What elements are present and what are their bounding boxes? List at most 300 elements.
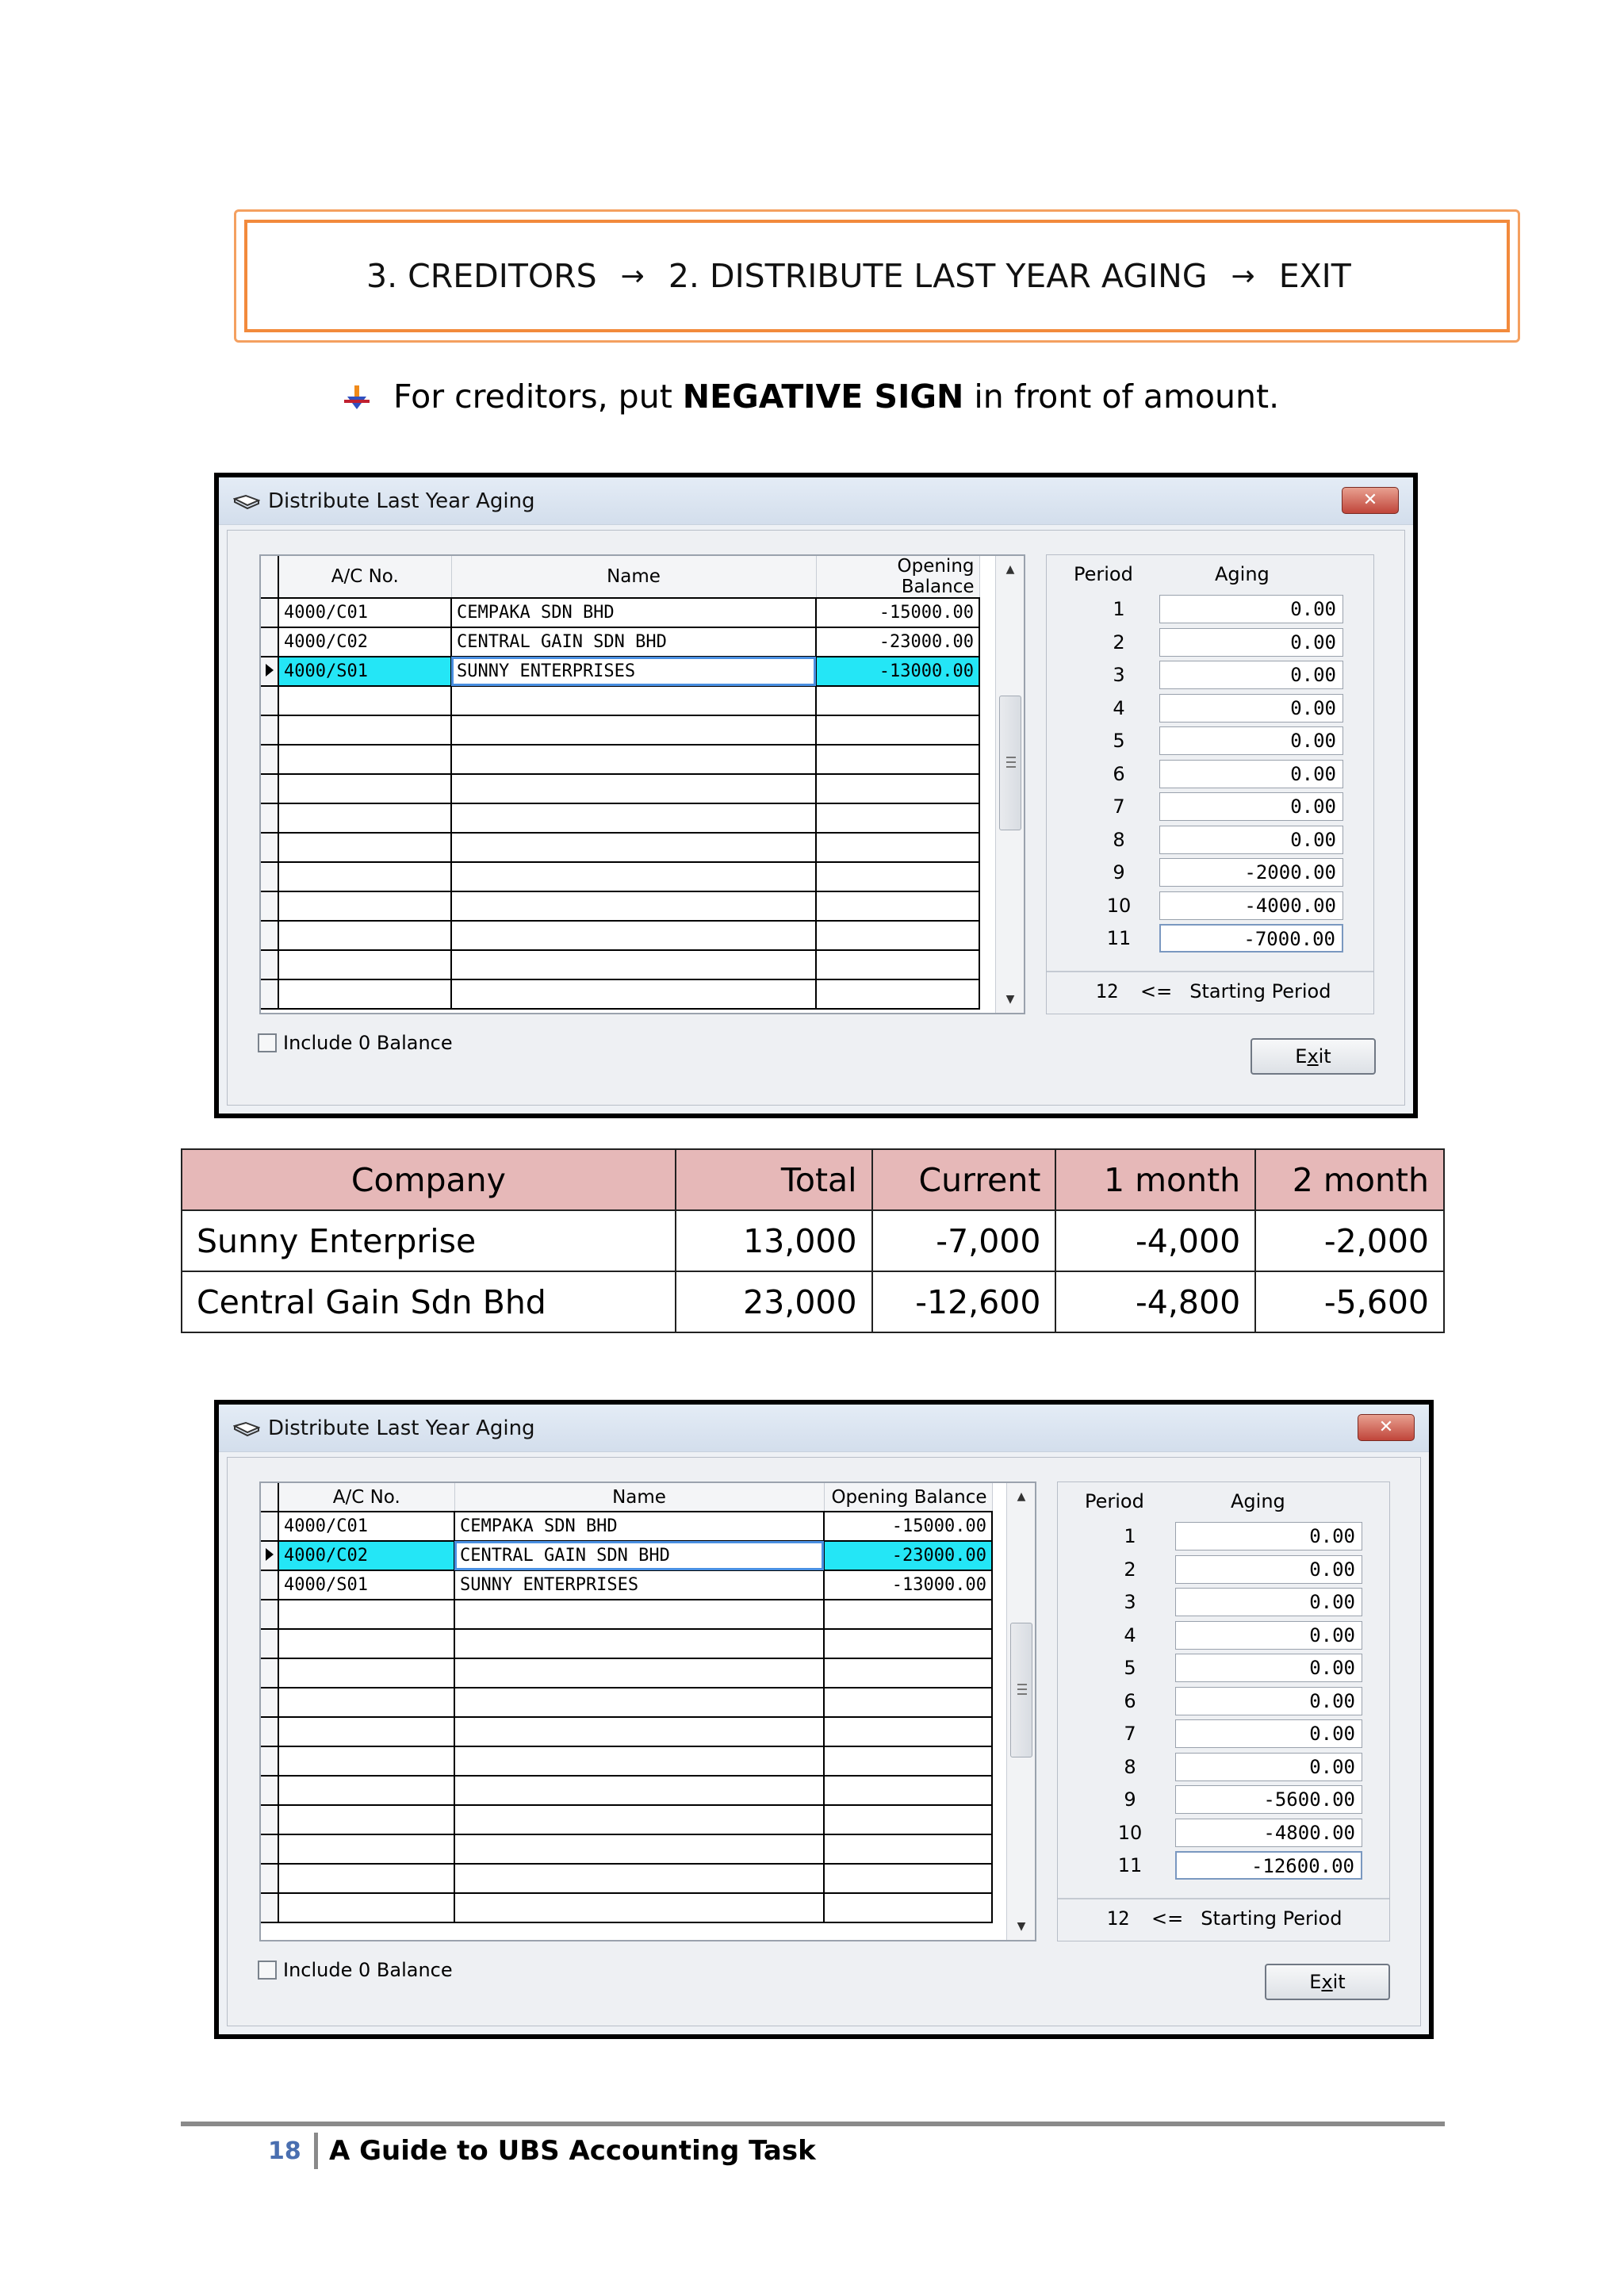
ac-cell[interactable] <box>278 774 451 803</box>
period-number: 10 <box>1106 894 1132 917</box>
dialog-titlebar <box>219 477 1413 525</box>
arrow-icon: → <box>1231 259 1255 293</box>
aging-value-input[interactable]: -7000.00 <box>1159 924 1343 953</box>
ac-cell[interactable] <box>278 862 451 891</box>
balance-cell[interactable] <box>824 1834 992 1864</box>
aging-value-input[interactable]: 0.00 <box>1175 1588 1362 1616</box>
aging-row <box>1047 760 1373 790</box>
name-cell[interactable] <box>451 862 816 891</box>
menu-path <box>244 220 1510 332</box>
balance-cell[interactable] <box>816 862 979 891</box>
aging-separator <box>1058 1898 1389 1899</box>
balance-cell[interactable] <box>824 1629 992 1658</box>
name-cell[interactable] <box>451 803 816 833</box>
row-indicator[interactable] <box>261 598 278 627</box>
scroll-thumb[interactable] <box>999 696 1021 830</box>
page-number: 18 <box>268 2137 301 2165</box>
name-cell[interactable]: SUNNY ENTERPRISES <box>454 1570 824 1600</box>
col-name-header[interactable]: Name <box>454 1483 824 1512</box>
row-indicator[interactable] <box>261 1893 278 1922</box>
period-number: 8 <box>1113 828 1125 851</box>
summary-row <box>182 1210 1444 1271</box>
aging-row <box>1047 924 1373 954</box>
starting-period-label: Starting Period <box>1201 1907 1342 1930</box>
ac-cell[interactable] <box>278 1746 454 1776</box>
name-cell[interactable] <box>454 1893 824 1922</box>
name-cell[interactable]: CEMPAKA SDN BHD <box>451 598 816 627</box>
balance-cell[interactable] <box>816 774 979 803</box>
ac-cell[interactable]: 4000/S01 <box>278 1570 454 1600</box>
name-cell[interactable] <box>451 891 816 921</box>
aging-row <box>1058 1819 1389 1849</box>
empty-row[interactable] <box>261 715 979 745</box>
period-number: 6 <box>1113 762 1125 785</box>
period-number: 2 <box>1113 631 1125 654</box>
aging-value-input[interactable]: 0.00 <box>1159 694 1343 723</box>
row-indicator[interactable] <box>261 627 278 657</box>
ac-cell[interactable] <box>278 979 451 1009</box>
ac-cell[interactable] <box>278 833 451 862</box>
row-pointer-icon <box>266 664 274 677</box>
ac-cell[interactable] <box>278 921 451 950</box>
row-indicator[interactable] <box>261 1834 278 1864</box>
aging-row <box>1058 1555 1389 1585</box>
aging-value-input[interactable]: 0.00 <box>1159 760 1343 788</box>
note-line <box>343 378 1279 416</box>
empty-row[interactable] <box>261 921 979 950</box>
name-cell[interactable] <box>451 715 816 745</box>
book-icon <box>233 1420 260 1437</box>
exit-label-it: it <box>1332 1971 1346 1993</box>
include-zero-balance-label: Include 0 Balance <box>283 1959 453 1981</box>
ac-cell[interactable] <box>278 686 451 715</box>
row-indicator[interactable] <box>261 1746 278 1776</box>
ac-cell[interactable] <box>278 1629 454 1658</box>
balance-cell[interactable]: -15000.00 <box>824 1512 992 1541</box>
scroll-down-icon[interactable]: ▼ <box>1005 993 1015 1006</box>
starting-period-label: Starting Period <box>1189 980 1331 1002</box>
table-row[interactable] <box>261 1512 992 1541</box>
period-number: 7 <box>1124 1723 1136 1745</box>
name-cell[interactable] <box>454 1600 824 1629</box>
period-number: 7 <box>1113 795 1125 818</box>
balance-cell[interactable] <box>824 1746 992 1776</box>
balance-cell[interactable] <box>824 1776 992 1805</box>
aging-summary-table <box>181 1148 1445 1333</box>
balance-cell[interactable] <box>824 1717 992 1746</box>
ac-cell[interactable]: 4000/C01 <box>278 598 451 627</box>
ac-cell[interactable] <box>278 891 451 921</box>
balance-cell[interactable] <box>824 1688 992 1717</box>
aging-value-input[interactable]: 0.00 <box>1159 792 1343 821</box>
summary-value: -12,600 <box>872 1271 1056 1332</box>
period-number: 5 <box>1113 730 1125 752</box>
row-indicator[interactable] <box>261 950 278 979</box>
ac-cell[interactable] <box>278 1805 454 1834</box>
aging-row <box>1058 1851 1389 1881</box>
empty-row[interactable] <box>261 1864 992 1893</box>
row-indicator[interactable] <box>261 833 278 862</box>
include-zero-balance-checkbox[interactable] <box>258 1959 453 1981</box>
balance-cell[interactable] <box>816 891 979 921</box>
aging-value-input[interactable]: -5600.00 <box>1175 1785 1362 1814</box>
bullet-arrow-icon <box>343 382 371 411</box>
empty-row[interactable] <box>261 1776 992 1805</box>
col-ac-header[interactable]: A/C No. <box>278 1483 454 1512</box>
summary-value: -7,000 <box>872 1210 1056 1271</box>
ac-cell[interactable] <box>278 715 451 745</box>
row-indicator[interactable] <box>261 862 278 891</box>
aging-row <box>1047 891 1373 922</box>
period-number: 9 <box>1113 861 1125 884</box>
aging-value-input[interactable]: 0.00 <box>1159 726 1343 755</box>
row-indicator[interactable] <box>261 657 278 686</box>
summary-value: 23,000 <box>676 1271 872 1332</box>
aging-separator <box>1047 971 1373 972</box>
footer-rule <box>181 2122 1445 2126</box>
starting-period <box>1091 980 1331 1002</box>
balance-cell[interactable]: -23000.00 <box>816 627 979 657</box>
empty-row[interactable] <box>261 950 979 979</box>
summary-value: -2,000 <box>1255 1210 1444 1271</box>
period-number: 3 <box>1124 1591 1136 1613</box>
period-number: 11 <box>1117 1854 1143 1876</box>
accounts-grid <box>259 1481 1036 1941</box>
table-row[interactable] <box>261 1541 992 1570</box>
aging-panel <box>1057 1481 1390 1941</box>
balance-cell[interactable] <box>816 803 979 833</box>
dialog-title: Distribute Last Year Aging <box>268 1416 535 1440</box>
summary-header: Current <box>872 1149 1056 1210</box>
balance-cell[interactable] <box>816 686 979 715</box>
exit-button[interactable] <box>1265 1964 1390 2000</box>
aging-value-input[interactable]: 0.00 <box>1175 1522 1362 1550</box>
ac-cell[interactable]: 4000/C02 <box>278 1541 454 1570</box>
balance-cell[interactable]: -15000.00 <box>816 598 979 627</box>
row-indicator[interactable] <box>261 745 278 774</box>
balance-cell[interactable] <box>816 921 979 950</box>
ac-cell[interactable] <box>278 1688 454 1717</box>
ac-cell[interactable] <box>278 803 451 833</box>
note-prefix: For creditors, put <box>393 378 683 416</box>
period-header: Period <box>1074 563 1133 585</box>
summary-value: -4,800 <box>1055 1271 1255 1332</box>
aging-panel <box>1046 554 1374 1014</box>
period-number: 11 <box>1106 927 1132 949</box>
aging-value-input[interactable]: 0.00 <box>1175 1687 1362 1715</box>
balance-cell[interactable] <box>824 1600 992 1629</box>
name-cell[interactable] <box>454 1776 824 1805</box>
name-cell[interactable] <box>454 1717 824 1746</box>
name-cell[interactable] <box>451 979 816 1009</box>
ac-cell[interactable] <box>278 1776 454 1805</box>
aging-value-input[interactable]: 0.00 <box>1159 595 1343 623</box>
menu-path-box <box>234 209 1520 343</box>
name-cell[interactable] <box>451 833 816 862</box>
row-indicator[interactable] <box>261 1629 278 1658</box>
aging-header: Aging <box>1215 563 1270 585</box>
ac-cell[interactable] <box>278 1600 454 1629</box>
row-indicator[interactable] <box>261 1717 278 1746</box>
ac-cell[interactable]: 4000/C01 <box>278 1512 454 1541</box>
checkbox-box[interactable] <box>258 1961 277 1980</box>
distribute-aging-dialog-2 <box>214 1400 1434 2039</box>
aging-row <box>1058 1654 1389 1684</box>
ac-cell[interactable] <box>278 745 451 774</box>
row-indicator[interactable] <box>261 774 278 803</box>
starting-period-number: 12 <box>1095 980 1119 1002</box>
name-cell[interactable] <box>454 1658 824 1688</box>
empty-row[interactable] <box>261 1893 992 1922</box>
aging-row <box>1047 694 1373 724</box>
balance-cell[interactable] <box>816 715 979 745</box>
name-cell[interactable]: CENTRAL GAIN SDN BHD <box>451 627 816 657</box>
row-indicator[interactable] <box>261 686 278 715</box>
balance-cell[interactable]: -13000.00 <box>816 657 979 686</box>
row-indicator[interactable] <box>261 1570 278 1600</box>
exit-label-x: x <box>1307 1045 1319 1068</box>
table-row[interactable] <box>261 627 979 657</box>
starting-period-arrow: <= <box>1151 1907 1184 1930</box>
row-indicator[interactable] <box>261 1776 278 1805</box>
dialog-title: Distribute Last Year Aging <box>268 489 535 513</box>
aging-row <box>1058 1687 1389 1717</box>
menu-step-creditors: 3. CREDITORS <box>366 257 597 295</box>
aging-value-input[interactable]: 0.00 <box>1175 1719 1362 1748</box>
aging-value-input[interactable]: 0.00 <box>1159 826 1343 854</box>
name-cell[interactable] <box>451 686 816 715</box>
name-cell[interactable] <box>454 1688 824 1717</box>
balance-cell[interactable] <box>824 1893 992 1922</box>
dialog-titlebar <box>219 1405 1429 1452</box>
summary-header: 2 month <box>1255 1149 1444 1210</box>
ac-cell[interactable] <box>278 1717 454 1746</box>
row-indicator-header <box>261 556 278 598</box>
exit-label-it: it <box>1318 1045 1331 1068</box>
name-cell[interactable]: CEMPAKA SDN BHD <box>454 1512 824 1541</box>
name-cell[interactable] <box>451 950 816 979</box>
row-indicator[interactable] <box>261 1512 278 1541</box>
ac-cell[interactable] <box>278 950 451 979</box>
summary-company: Central Gain Sdn Bhd <box>182 1271 676 1332</box>
aging-row <box>1047 595 1373 625</box>
aging-row <box>1047 726 1373 757</box>
aging-value-input[interactable]: 0.00 <box>1159 628 1343 657</box>
accounts-table <box>261 556 980 1010</box>
empty-row[interactable] <box>261 774 979 803</box>
balance-cell[interactable] <box>824 1658 992 1688</box>
aging-row <box>1047 661 1373 691</box>
ac-cell[interactable] <box>278 1658 454 1688</box>
exit-label-x: x <box>1321 1971 1333 1993</box>
period-number: 2 <box>1124 1558 1136 1581</box>
aging-value-input[interactable]: 0.00 <box>1175 1753 1362 1781</box>
row-indicator[interactable] <box>261 715 278 745</box>
ac-cell[interactable]: 4000/S01 <box>278 657 451 686</box>
col-balance-header[interactable]: Opening Balance <box>824 1483 992 1512</box>
dialog-client <box>227 1457 1421 2026</box>
balance-cell[interactable]: -23000.00 <box>824 1541 992 1570</box>
footer-divider <box>314 2133 318 2169</box>
row-indicator[interactable] <box>261 1864 278 1893</box>
accounts-table <box>261 1483 993 1923</box>
empty-row[interactable] <box>261 745 979 774</box>
scroll-up-icon[interactable]: ▲ <box>1017 1490 1026 1503</box>
aging-row <box>1058 1719 1389 1750</box>
include-zero-balance-checkbox[interactable] <box>258 1032 453 1054</box>
row-indicator[interactable] <box>261 891 278 921</box>
row-indicator[interactable] <box>261 1805 278 1834</box>
balance-cell[interactable] <box>816 745 979 774</box>
table-row[interactable] <box>261 1570 992 1600</box>
note-emphasis: NEGATIVE SIGN <box>682 378 964 416</box>
row-indicator[interactable] <box>261 921 278 950</box>
aging-row <box>1047 792 1373 822</box>
include-zero-balance-label: Include 0 Balance <box>283 1032 453 1054</box>
empty-row[interactable] <box>261 1688 992 1717</box>
col-ac-header[interactable]: A/C No. <box>278 556 451 598</box>
balance-cell[interactable] <box>824 1805 992 1834</box>
empty-row[interactable] <box>261 1805 992 1834</box>
period-number: 3 <box>1113 664 1125 686</box>
page-footer <box>268 2130 816 2171</box>
period-number: 1 <box>1124 1525 1136 1547</box>
empty-row[interactable] <box>261 891 979 921</box>
row-indicator[interactable] <box>261 979 278 1009</box>
footer-title: A Guide to UBS Accounting Task <box>329 2135 816 2167</box>
empty-row[interactable] <box>261 803 979 833</box>
row-indicator[interactable] <box>261 1688 278 1717</box>
empty-row[interactable] <box>261 862 979 891</box>
close-button[interactable]: ✕ <box>1358 1414 1415 1441</box>
col-name-header[interactable]: Name <box>451 556 816 598</box>
name-cell[interactable] <box>454 1746 824 1776</box>
period-number: 6 <box>1124 1689 1136 1712</box>
row-pointer-icon <box>266 1548 274 1561</box>
aging-row <box>1047 826 1373 856</box>
name-cell[interactable]: SUNNY ENTERPRISES <box>451 657 816 686</box>
arrow-icon: → <box>620 259 645 293</box>
distribute-aging-dialog-1 <box>214 473 1418 1118</box>
row-indicator[interactable] <box>261 803 278 833</box>
book-icon <box>233 493 260 510</box>
balance-cell[interactable]: -13000.00 <box>824 1570 992 1600</box>
checkbox-box[interactable] <box>258 1033 277 1052</box>
ac-cell[interactable] <box>278 1834 454 1864</box>
balance-cell[interactable] <box>816 950 979 979</box>
empty-row[interactable] <box>261 1746 992 1776</box>
period-number: 10 <box>1117 1821 1143 1844</box>
name-cell[interactable] <box>451 745 816 774</box>
row-indicator[interactable] <box>261 1658 278 1688</box>
aging-value-input[interactable]: 0.00 <box>1175 1621 1362 1650</box>
aging-header: Aging <box>1231 1490 1285 1512</box>
row-indicator[interactable] <box>261 1600 278 1629</box>
aging-row <box>1058 1522 1389 1552</box>
balance-cell[interactable] <box>816 979 979 1009</box>
note-suffix: in front of amount. <box>963 378 1280 416</box>
aging-value-input[interactable]: -2000.00 <box>1159 858 1343 887</box>
name-cell[interactable] <box>454 1864 824 1893</box>
period-number: 1 <box>1113 598 1125 620</box>
name-cell[interactable] <box>454 1834 824 1864</box>
aging-value-input[interactable]: -4800.00 <box>1175 1819 1362 1847</box>
exit-button[interactable] <box>1251 1038 1376 1075</box>
period-number: 8 <box>1124 1755 1136 1778</box>
scroll-thumb[interactable] <box>1010 1623 1032 1757</box>
aging-row <box>1058 1785 1389 1815</box>
col-balance-header[interactable]: Opening Balance <box>816 556 979 598</box>
starting-period <box>1102 1907 1342 1930</box>
summary-value: -4,000 <box>1055 1210 1255 1271</box>
table-row[interactable] <box>261 657 979 686</box>
scroll-up-icon[interactable]: ▲ <box>1005 563 1015 576</box>
period-number: 4 <box>1113 696 1125 719</box>
balance-cell[interactable] <box>816 833 979 862</box>
ac-cell[interactable] <box>278 1893 454 1922</box>
grid-scrollbar[interactable] <box>995 556 1024 1013</box>
empty-row[interactable] <box>261 1600 992 1629</box>
period-number: 4 <box>1124 1623 1136 1646</box>
summary-row <box>182 1271 1444 1332</box>
summary-header: Company <box>182 1149 676 1210</box>
aging-value-input[interactable]: -4000.00 <box>1159 891 1343 920</box>
balance-cell[interactable] <box>824 1864 992 1893</box>
name-cell[interactable]: CENTRAL GAIN SDN BHD <box>454 1541 824 1570</box>
row-indicator[interactable] <box>261 1541 278 1570</box>
exit-label-e: E <box>1295 1045 1308 1068</box>
close-button[interactable]: ✕ <box>1342 487 1399 514</box>
aging-row <box>1058 1753 1389 1783</box>
exit-label-e: E <box>1309 1971 1322 1993</box>
aging-row <box>1047 628 1373 658</box>
grid-scrollbar[interactable] <box>1006 1483 1035 1940</box>
period-number: 9 <box>1124 1788 1136 1811</box>
aging-row <box>1058 1588 1389 1618</box>
aging-row <box>1047 858 1373 888</box>
name-cell[interactable] <box>454 1629 824 1658</box>
summary-header: Total <box>676 1149 872 1210</box>
aging-row <box>1058 1621 1389 1651</box>
empty-row[interactable] <box>261 1629 992 1658</box>
accounts-grid <box>259 554 1025 1014</box>
ac-cell[interactable] <box>278 1864 454 1893</box>
table-row[interactable] <box>261 598 979 627</box>
empty-row[interactable] <box>261 686 979 715</box>
period-number: 5 <box>1124 1657 1136 1679</box>
empty-row[interactable] <box>261 1834 992 1864</box>
ac-cell[interactable]: 4000/C02 <box>278 627 451 657</box>
starting-period-arrow: <= <box>1140 980 1173 1002</box>
period-header: Period <box>1085 1490 1144 1512</box>
aging-value-input[interactable]: 0.00 <box>1175 1654 1362 1682</box>
aging-value-input[interactable]: 0.00 <box>1159 661 1343 689</box>
aging-value-input[interactable]: 0.00 <box>1175 1555 1362 1584</box>
scroll-down-icon[interactable]: ▼ <box>1017 1920 1026 1933</box>
aging-value-input[interactable]: -12600.00 <box>1175 1851 1362 1880</box>
name-cell[interactable] <box>451 774 816 803</box>
name-cell[interactable] <box>454 1805 824 1834</box>
row-indicator-header <box>261 1483 278 1512</box>
name-cell[interactable] <box>451 921 816 950</box>
empty-row[interactable] <box>261 979 979 1009</box>
summary-header: 1 month <box>1055 1149 1255 1210</box>
empty-row[interactable] <box>261 1658 992 1688</box>
summary-value: -5,600 <box>1255 1271 1444 1332</box>
empty-row[interactable] <box>261 1717 992 1746</box>
empty-row[interactable] <box>261 833 979 862</box>
dialog-client <box>227 530 1405 1106</box>
